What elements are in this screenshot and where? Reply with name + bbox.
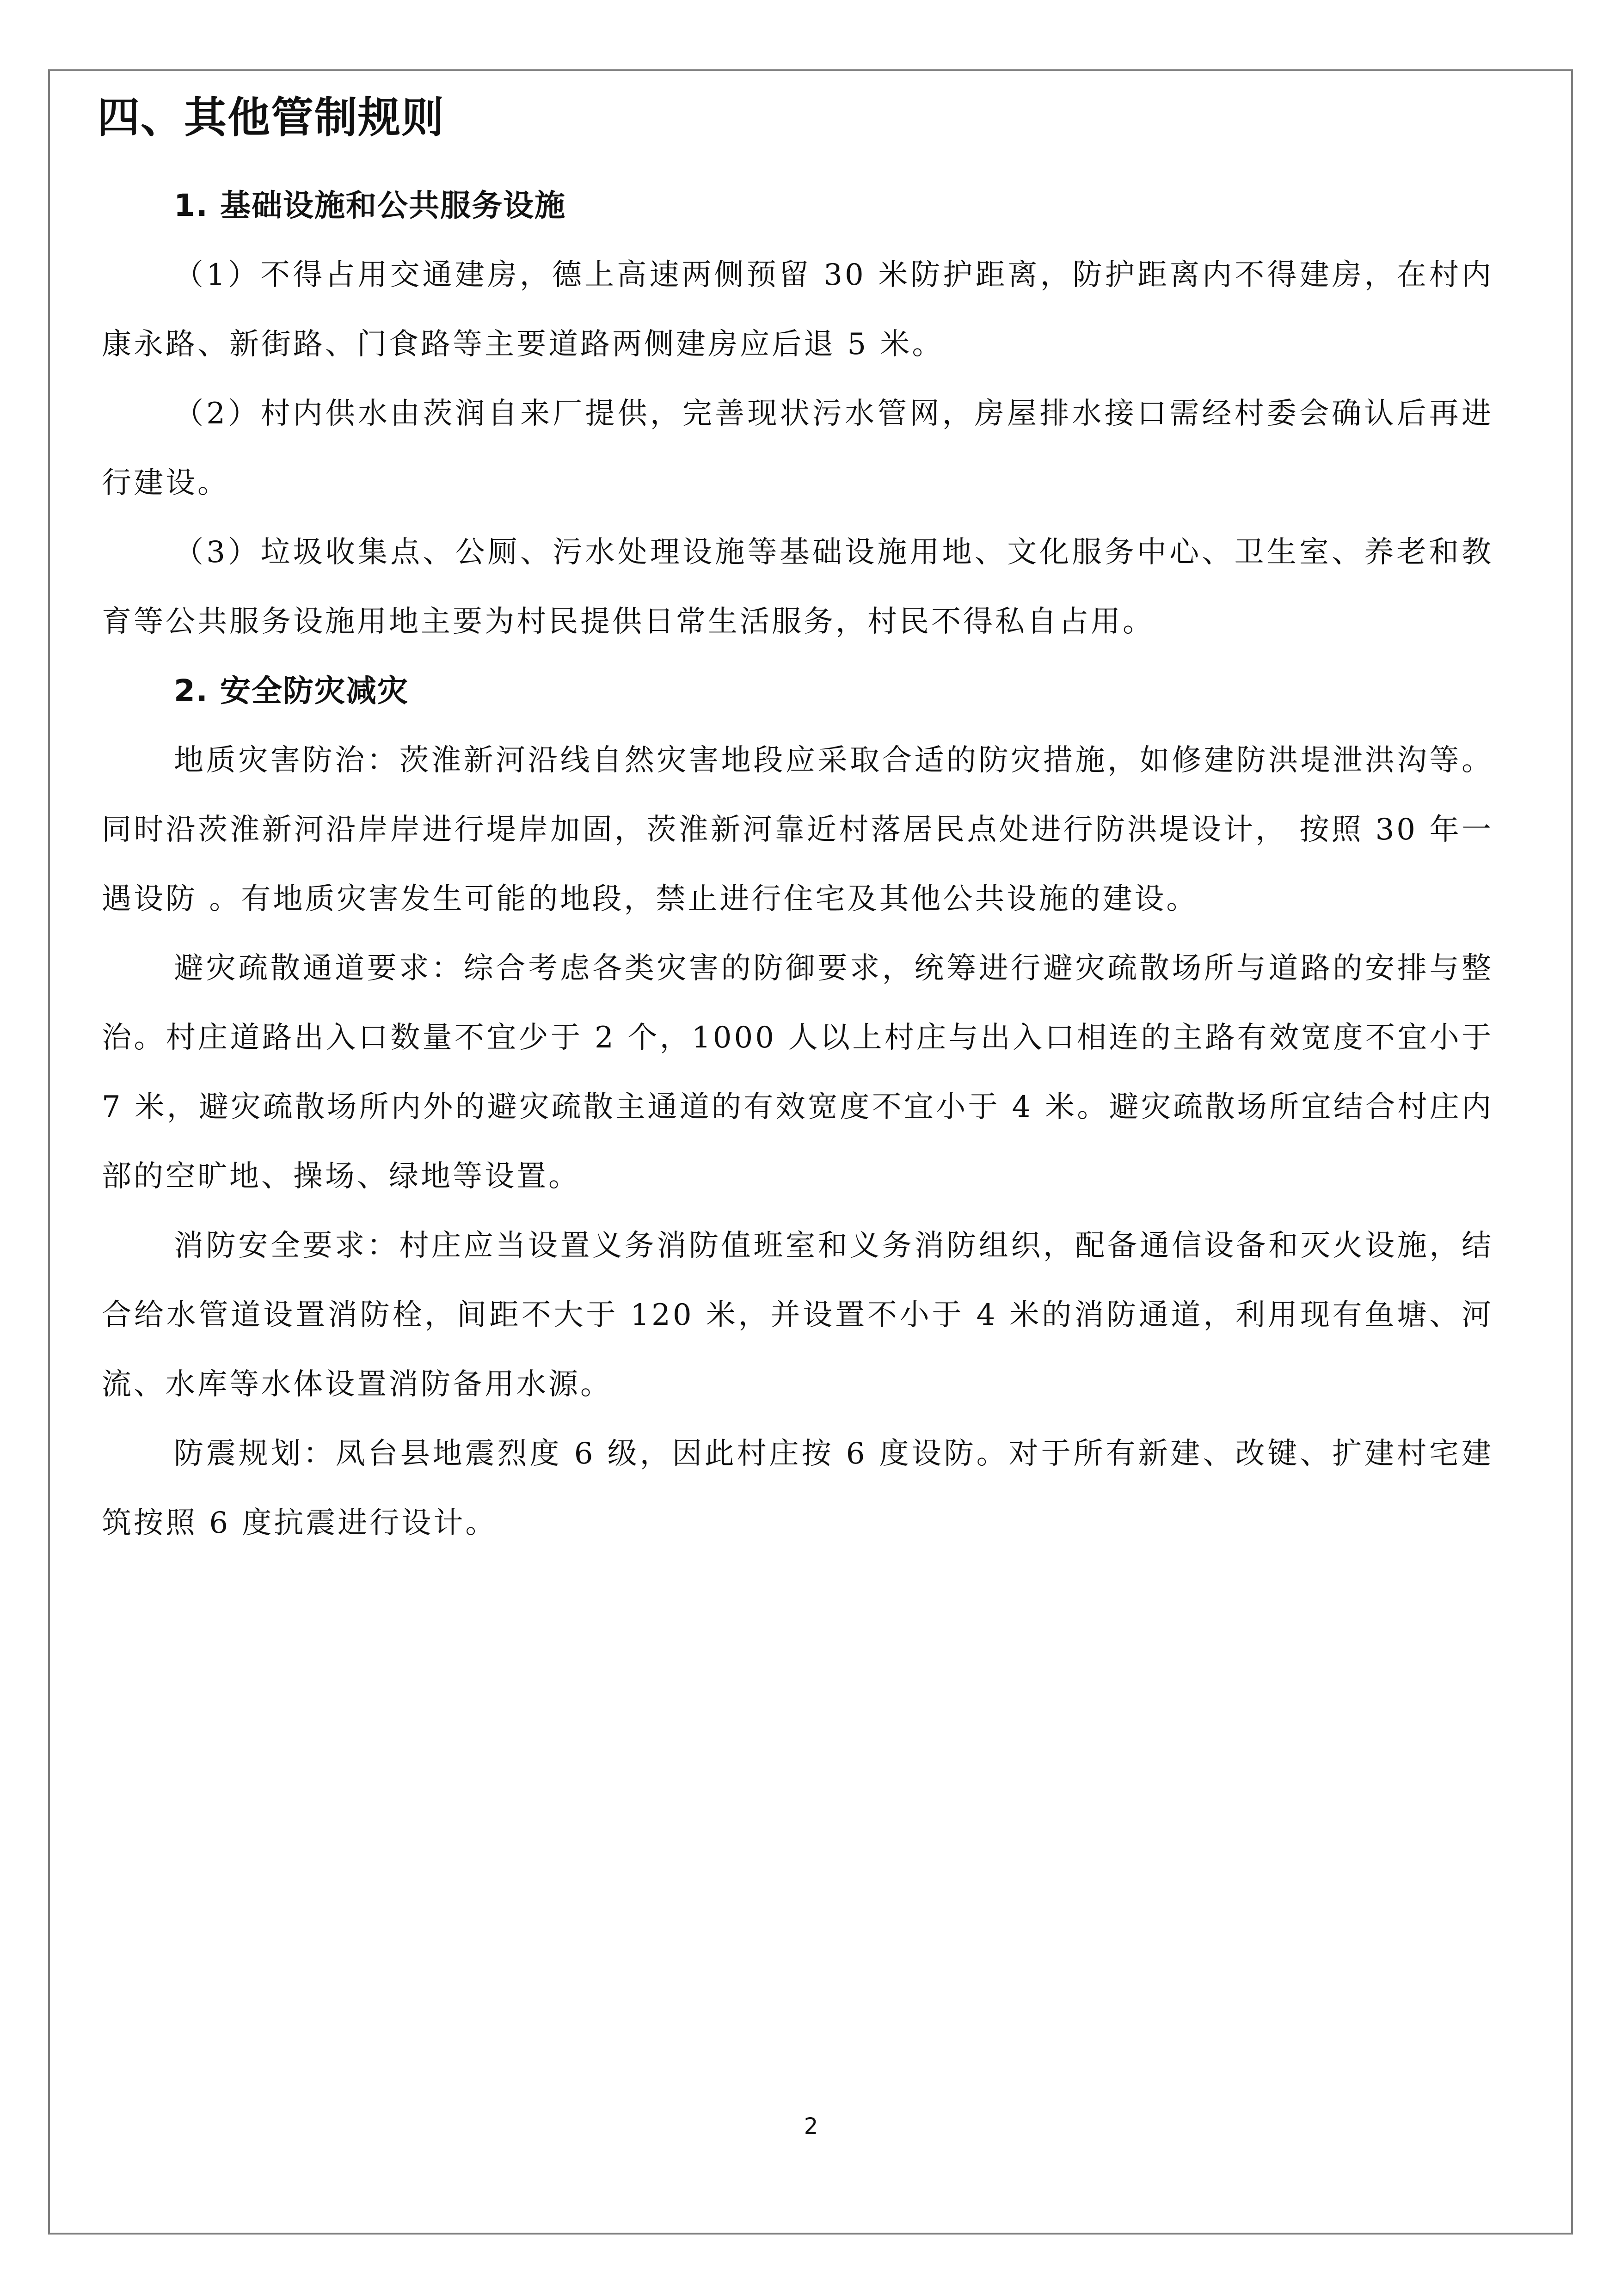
paragraph: （1）不得占用交通建房，德上高速两侧预留 30 米防护距离，防护距离内不得建房，在村内康永路、新街路、门食路等主要道路两侧建房应后退 5 米。 [102, 258, 1493, 361]
page-number: 2 [804, 2113, 818, 2139]
paragraph: 地质灾害防治：茨淮新河沿线自然灾害地段应采取合适的防灾措施，如修建防洪堤泄洪沟等。同时沿茨淮新河沿岸岸进行堤岸加固，茨淮新河靠近村落居民点处进行防洪堤设计， 按照 30 年一遇设防 。有地质灾害发生可能的地段，禁止进行住宅及其他公共设施的建设。 [102, 743, 1493, 916]
section-disaster-prevention [102, 656, 1493, 1558]
paragraph: 消防安全要求：村庄应当设置义务消防值班室和义务消防组织，配备通信设备和灭火设施，结合给水管道设置消防栓，间距不大于 120 米，并设置不小于 4 米的消防通道，利用现有鱼塘、河流、水库等水体设置消防备用水源。 [102, 1229, 1493, 1402]
paragraph: （3）垃圾收集点、公厕、污水处理设施等基础设施用地、文化服务中心、卫生室、养老和教育等公共服务设施用地主要为村民提供日常生活服务，村民不得私自占用。 [102, 535, 1493, 639]
section-heading: 1. 基础设施和公共服务设施 [174, 188, 566, 223]
document-body [97, 88, 1493, 1558]
page-title: 四、其他管制规则 [97, 93, 445, 142]
section-infrastructure [102, 171, 1493, 656]
section-heading: 2. 安全防灾减灾 [174, 673, 409, 709]
paragraph: 避灾疏散通道要求：综合考虑各类灾害的防御要求，统筹进行避灾疏散场所与道路的安排与整治。村庄道路出入口数量不宜少于 2 个，1000 人以上村庄与出入口相连的主路有效宽度不宜小于 7 米，避灾疏散场所内外的避灾疏散主通道的有效宽度不宜小于 4 米。避灾疏散场所宜结合村庄内部的空旷地、操场、绿地等设置。 [102, 951, 1493, 1194]
paragraph: （2）村内供水由茨润自来厂提供，完善现状污水管网，房屋排水接口需经村委会确认后再进行建设。 [102, 397, 1493, 500]
paragraph: 防震规划：凤台县地震烈度 6 级，因此村庄按 6 度设防。对于所有新建、改键、扩建村宅建筑按照 6 度抗震进行设计。 [102, 1437, 1493, 1540]
